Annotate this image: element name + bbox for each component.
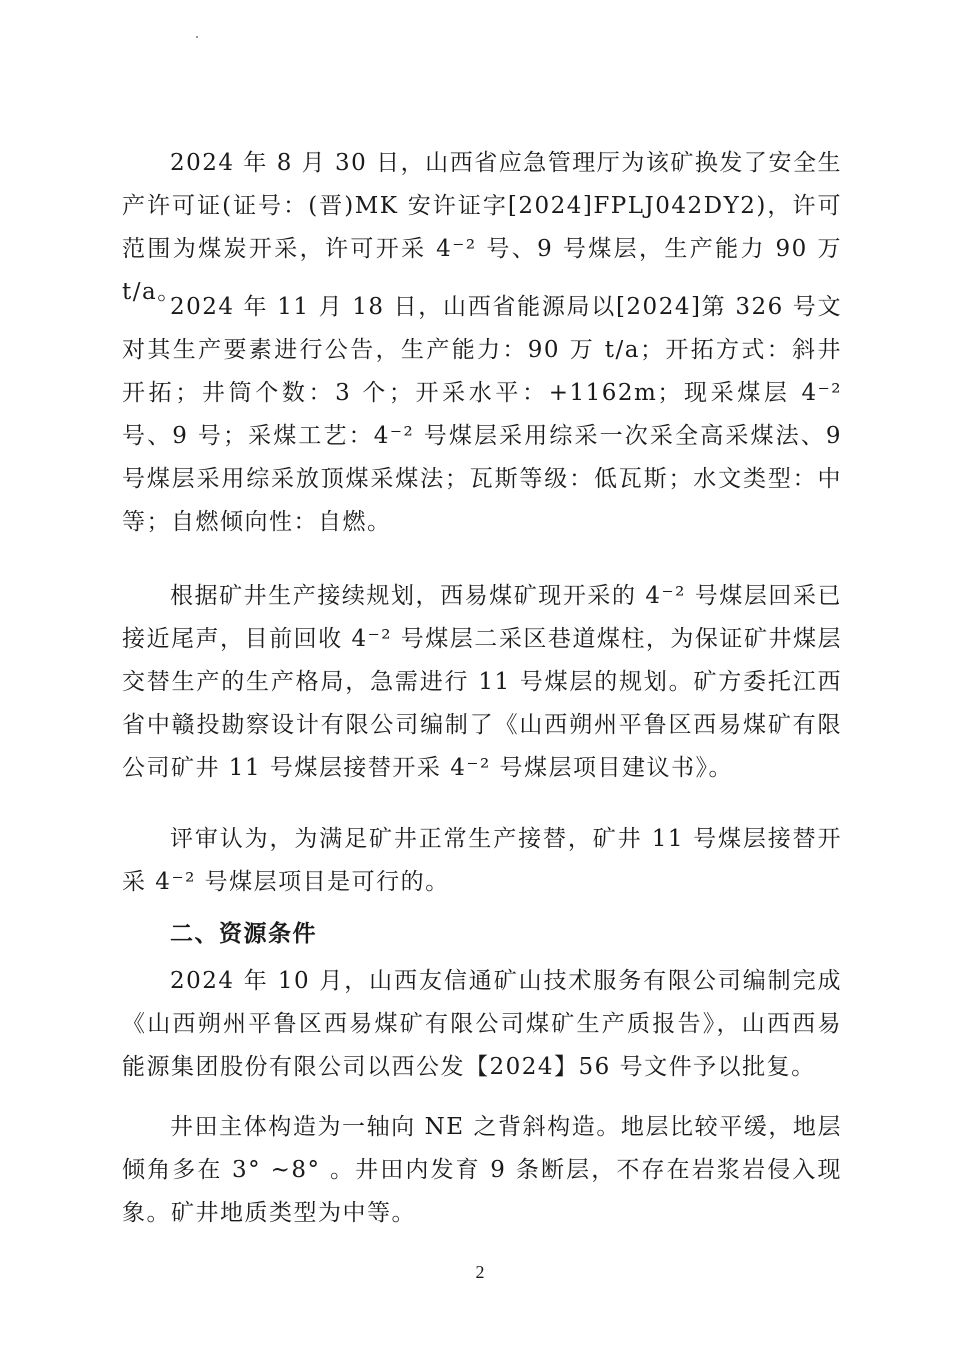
paragraph-geology-report: 2024 年 10 月，山西友信通矿山技术服务有限公司编制完成《山西朔州平鲁区西易煤矿有限公司煤矿生产质报告》，山西西易能源集团股份有限公司以西公发【2024】56 号文件予以批复。 [122, 968, 842, 1080]
paragraph-review-conclusion: 评审认为，为满足矿井正常生产接替，矿井 11 号煤层接替开采 4⁻² 号煤层项目是可行的。 [122, 826, 842, 895]
scan-speck [196, 36, 198, 38]
paragraph-structure: 井田主体构造为一轴向 NE 之背斜构造。地层比较平缓，地层倾角多在 3° ~8° 。井田内发育 9 条断层，不存在岩浆岩侵入现象。矿井地质类型为中等。 [122, 1114, 842, 1226]
page-number: 2 [475, 1262, 485, 1282]
paragraph-production-elements: 2024 年 11 月 18 日，山西省能源局以[2024]第 326 号文对其生产要素进行公告，生产能力：90 万 t/a；开拓方式：斜井开拓；井筒个数：3 个；开采水平：+1162m；现采煤层 4⁻² 号、9 号；采煤工艺：4⁻² 号煤层采用综采一次采全高采煤法、9 号煤层采用综采放顶煤采煤法；瓦斯等级：低瓦斯；水文类型：中等；自燃倾向性：自燃。 [122, 294, 842, 535]
paragraph-succession-plan: 根据矿井生产接续规划，西易煤矿现开采的 4⁻² 号煤层回采已接近尾声，目前回收 4⁻² 号煤层二采区巷道煤柱，为保证矿井煤层交替生产的生产格局，急需进行 11 号煤层的规划。矿方委托江西省中赣投勘察设计有限公司编制了《山西朔州平鲁区西易煤矿有限公司矿井 11 号煤层接替开采 4⁻² 号煤层项目建议书》。 [122, 583, 842, 781]
paragraph-safety-license: 2024 年 8 月 30 日，山西省应急管理厅为该矿换发了安全生产许可证(证号：(晋)MK 安许证字[2024]FPLJ042DY2)，许可范围为煤炭开采，许可开采 4⁻² 号、9 号煤层，生产能力 90 万 t/a。 [122, 150, 842, 305]
section-heading-resources: 二、资源条件 [170, 920, 317, 947]
